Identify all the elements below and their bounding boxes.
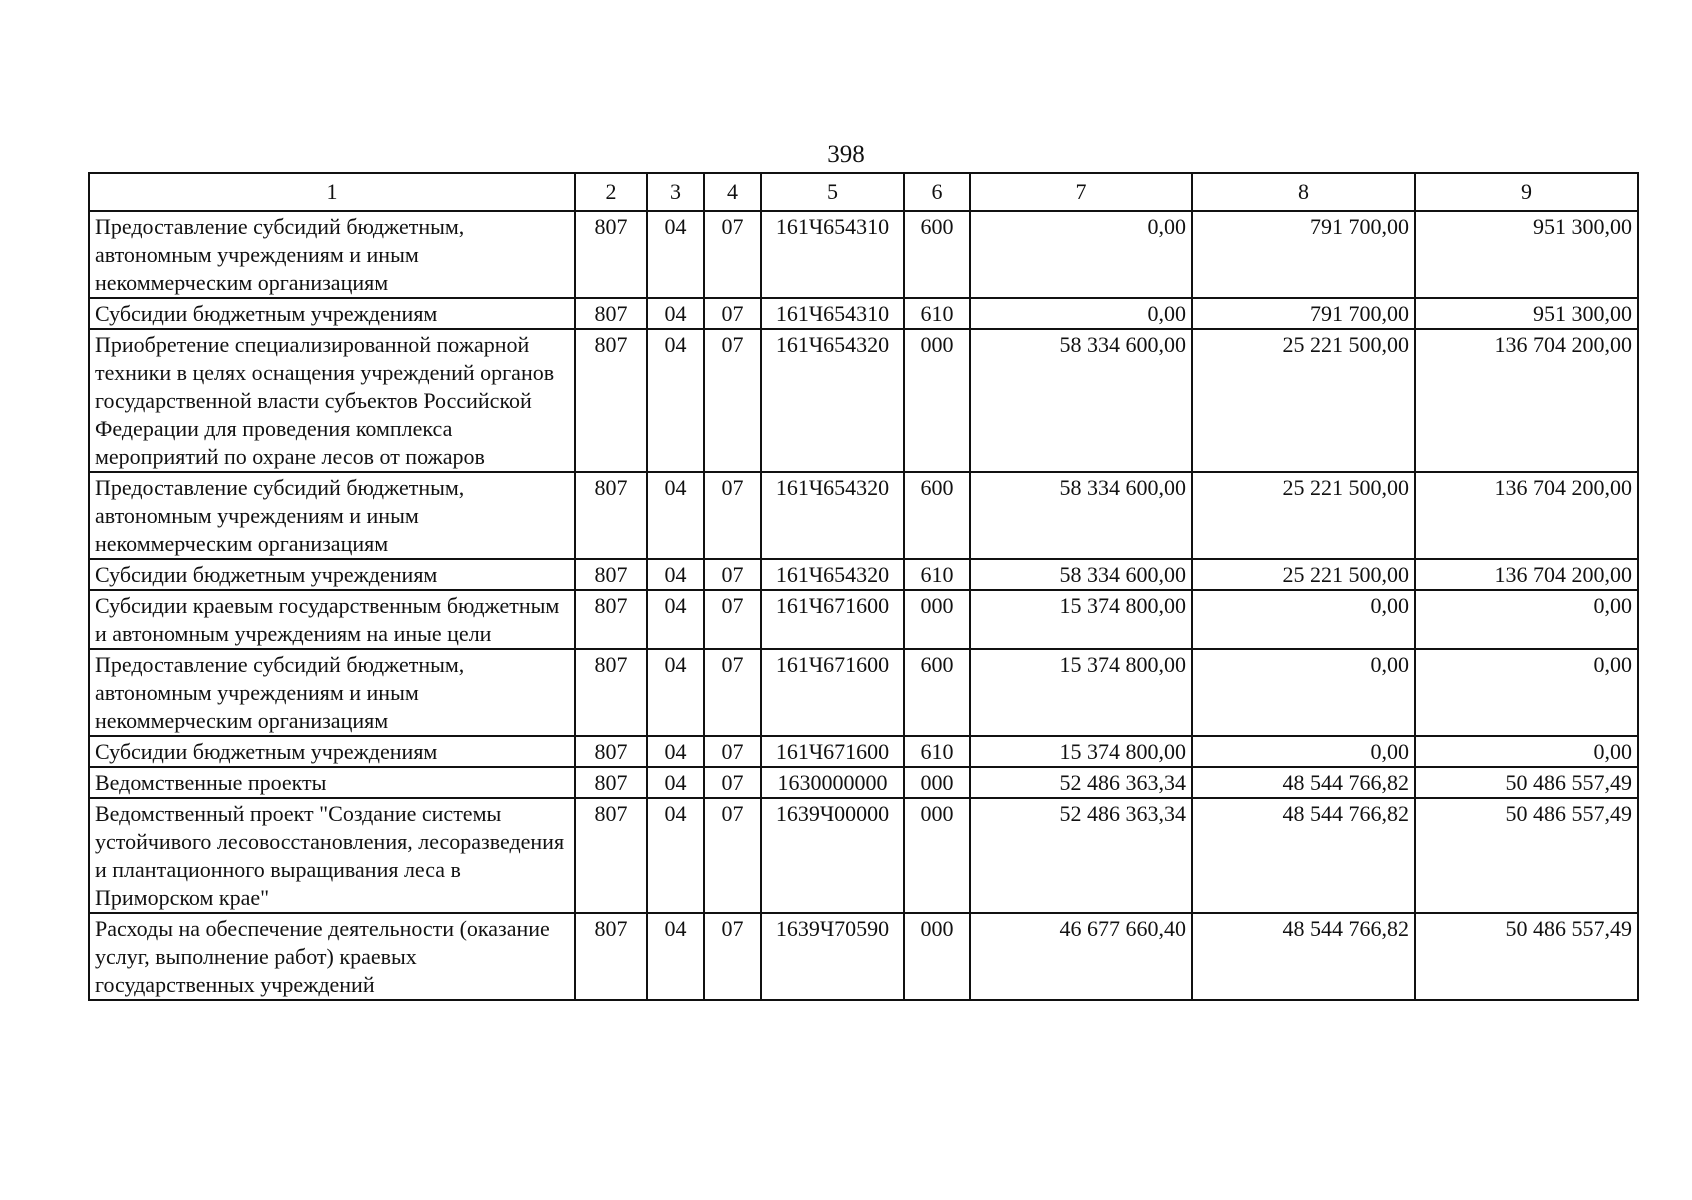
amount-col8: 791 700,00 — [1192, 211, 1415, 298]
cell-col5: 1639Ч00000 — [761, 798, 904, 913]
amount-col8: 791 700,00 — [1192, 298, 1415, 329]
column-header: 1 — [89, 173, 575, 211]
amount-col7: 15 374 800,00 — [970, 736, 1192, 767]
amount-col8: 48 544 766,82 — [1192, 913, 1415, 1000]
cell-col6: 000 — [904, 590, 970, 649]
table-row — [89, 767, 1638, 798]
cell-col6: 610 — [904, 298, 970, 329]
cell-col2: 807 — [575, 736, 647, 767]
cell-col4: 07 — [704, 472, 761, 559]
cell-col6: 600 — [904, 472, 970, 559]
cell-col5: 161Ч654310 — [761, 211, 904, 298]
row-name: Приобретение специализированной пожарной техники в целях оснащения учреждений органов государственной власти субъектов Российской Федерации для проведения комплекса мероприятий по охране лесов от пожаров — [89, 329, 575, 472]
amount-col7: 15 374 800,00 — [970, 590, 1192, 649]
cell-col4: 07 — [704, 329, 761, 472]
column-header: 9 — [1415, 173, 1638, 211]
amount-col9: 136 704 200,00 — [1415, 329, 1638, 472]
row-name: Субсидии бюджетным учреждениям — [89, 298, 575, 329]
cell-col4: 07 — [704, 913, 761, 1000]
cell-col6: 600 — [904, 649, 970, 736]
amount-col7: 52 486 363,34 — [970, 798, 1192, 913]
amount-col7: 15 374 800,00 — [970, 649, 1192, 736]
table-row — [89, 590, 1638, 649]
cell-col5: 161Ч671600 — [761, 590, 904, 649]
cell-col3: 04 — [647, 913, 704, 1000]
cell-col3: 04 — [647, 298, 704, 329]
cell-col4: 07 — [704, 590, 761, 649]
cell-col2: 807 — [575, 913, 647, 1000]
row-name: Ведомственные проекты — [89, 767, 575, 798]
table-row — [89, 298, 1638, 329]
cell-col4: 07 — [704, 736, 761, 767]
cell-col6: 000 — [904, 913, 970, 1000]
column-header: 7 — [970, 173, 1192, 211]
cell-col2: 807 — [575, 767, 647, 798]
table-row — [89, 736, 1638, 767]
column-header: 6 — [904, 173, 970, 211]
amount-col8: 0,00 — [1192, 590, 1415, 649]
amount-col8: 25 221 500,00 — [1192, 472, 1415, 559]
column-header: 3 — [647, 173, 704, 211]
amount-col8: 0,00 — [1192, 649, 1415, 736]
cell-col5: 161Ч654310 — [761, 298, 904, 329]
cell-col2: 807 — [575, 329, 647, 472]
amount-col9: 50 486 557,49 — [1415, 767, 1638, 798]
page-number: 398 — [827, 141, 865, 168]
row-name: Предоставление субсидий бюджетным, автономным учреждениям и иным некоммерческим организациям — [89, 649, 575, 736]
cell-col4: 07 — [704, 649, 761, 736]
cell-col2: 807 — [575, 590, 647, 649]
cell-col6: 000 — [904, 329, 970, 472]
cell-col5: 161Ч654320 — [761, 472, 904, 559]
cell-col3: 04 — [647, 559, 704, 590]
cell-col4: 07 — [704, 767, 761, 798]
amount-col9: 0,00 — [1415, 590, 1638, 649]
cell-col5: 161Ч654320 — [761, 559, 904, 590]
cell-col5: 1639Ч70590 — [761, 913, 904, 1000]
amount-col7: 58 334 600,00 — [970, 559, 1192, 590]
amount-col8: 25 221 500,00 — [1192, 559, 1415, 590]
cell-col3: 04 — [647, 736, 704, 767]
amount-col9: 0,00 — [1415, 736, 1638, 767]
cell-col3: 04 — [647, 472, 704, 559]
cell-col2: 807 — [575, 649, 647, 736]
amount-col7: 0,00 — [970, 211, 1192, 298]
cell-col2: 807 — [575, 798, 647, 913]
cell-col3: 04 — [647, 329, 704, 472]
amount-col8: 48 544 766,82 — [1192, 767, 1415, 798]
cell-col2: 807 — [575, 298, 647, 329]
cell-col6: 000 — [904, 767, 970, 798]
cell-col4: 07 — [704, 298, 761, 329]
cell-col3: 04 — [647, 649, 704, 736]
column-header: 5 — [761, 173, 904, 211]
amount-col9: 50 486 557,49 — [1415, 798, 1638, 913]
amount-col7: 52 486 363,34 — [970, 767, 1192, 798]
cell-col6: 610 — [904, 736, 970, 767]
cell-col5: 1630000000 — [761, 767, 904, 798]
cell-col3: 04 — [647, 590, 704, 649]
column-header: 8 — [1192, 173, 1415, 211]
cell-col5: 161Ч654320 — [761, 329, 904, 472]
column-header: 4 — [704, 173, 761, 211]
cell-col2: 807 — [575, 472, 647, 559]
cell-col4: 07 — [704, 211, 761, 298]
cell-col6: 000 — [904, 798, 970, 913]
row-name: Субсидии бюджетным учреждениям — [89, 736, 575, 767]
amount-col9: 136 704 200,00 — [1415, 559, 1638, 590]
amount-col7: 58 334 600,00 — [970, 329, 1192, 472]
table-row — [89, 798, 1638, 913]
budget-table — [88, 172, 1639, 1001]
table-row — [89, 329, 1638, 472]
amount-col9: 136 704 200,00 — [1415, 472, 1638, 559]
table-row — [89, 559, 1638, 590]
cell-col6: 600 — [904, 211, 970, 298]
column-header: 2 — [575, 173, 647, 211]
row-name: Предоставление субсидий бюджетным, автономным учреждениям и иным некоммерческим организациям — [89, 211, 575, 298]
cell-col6: 610 — [904, 559, 970, 590]
cell-col5: 161Ч671600 — [761, 736, 904, 767]
cell-col3: 04 — [647, 767, 704, 798]
amount-col7: 58 334 600,00 — [970, 472, 1192, 559]
table-row — [89, 913, 1638, 1000]
cell-col2: 807 — [575, 559, 647, 590]
cell-col2: 807 — [575, 211, 647, 298]
row-name: Субсидии бюджетным учреждениям — [89, 559, 575, 590]
table-row — [89, 472, 1638, 559]
amount-col9: 951 300,00 — [1415, 211, 1638, 298]
column-header-row — [89, 173, 1638, 211]
amount-col9: 951 300,00 — [1415, 298, 1638, 329]
cell-col4: 07 — [704, 798, 761, 913]
row-name: Расходы на обеспечение деятельности (оказание услуг, выполнение работ) краевых государственных учреждений — [89, 913, 575, 1000]
amount-col7: 0,00 — [970, 298, 1192, 329]
amount-col7: 46 677 660,40 — [970, 913, 1192, 1000]
table-row — [89, 649, 1638, 736]
amount-col8: 48 544 766,82 — [1192, 798, 1415, 913]
cell-col3: 04 — [647, 798, 704, 913]
amount-col8: 25 221 500,00 — [1192, 329, 1415, 472]
cell-col3: 04 — [647, 211, 704, 298]
row-name: Предоставление субсидий бюджетным, автономным учреждениям и иным некоммерческим организациям — [89, 472, 575, 559]
row-name: Субсидии краевым государственным бюджетным и автономным учреждениям на иные цели — [89, 590, 575, 649]
amount-col9: 0,00 — [1415, 649, 1638, 736]
table-row — [89, 211, 1638, 298]
cell-col5: 161Ч671600 — [761, 649, 904, 736]
cell-col4: 07 — [704, 559, 761, 590]
row-name: Ведомственный проект "Создание системы устойчивого лесовосстановления, лесоразведения и плантационного выращивания леса в Приморском крае" — [89, 798, 575, 913]
amount-col9: 50 486 557,49 — [1415, 913, 1638, 1000]
amount-col8: 0,00 — [1192, 736, 1415, 767]
